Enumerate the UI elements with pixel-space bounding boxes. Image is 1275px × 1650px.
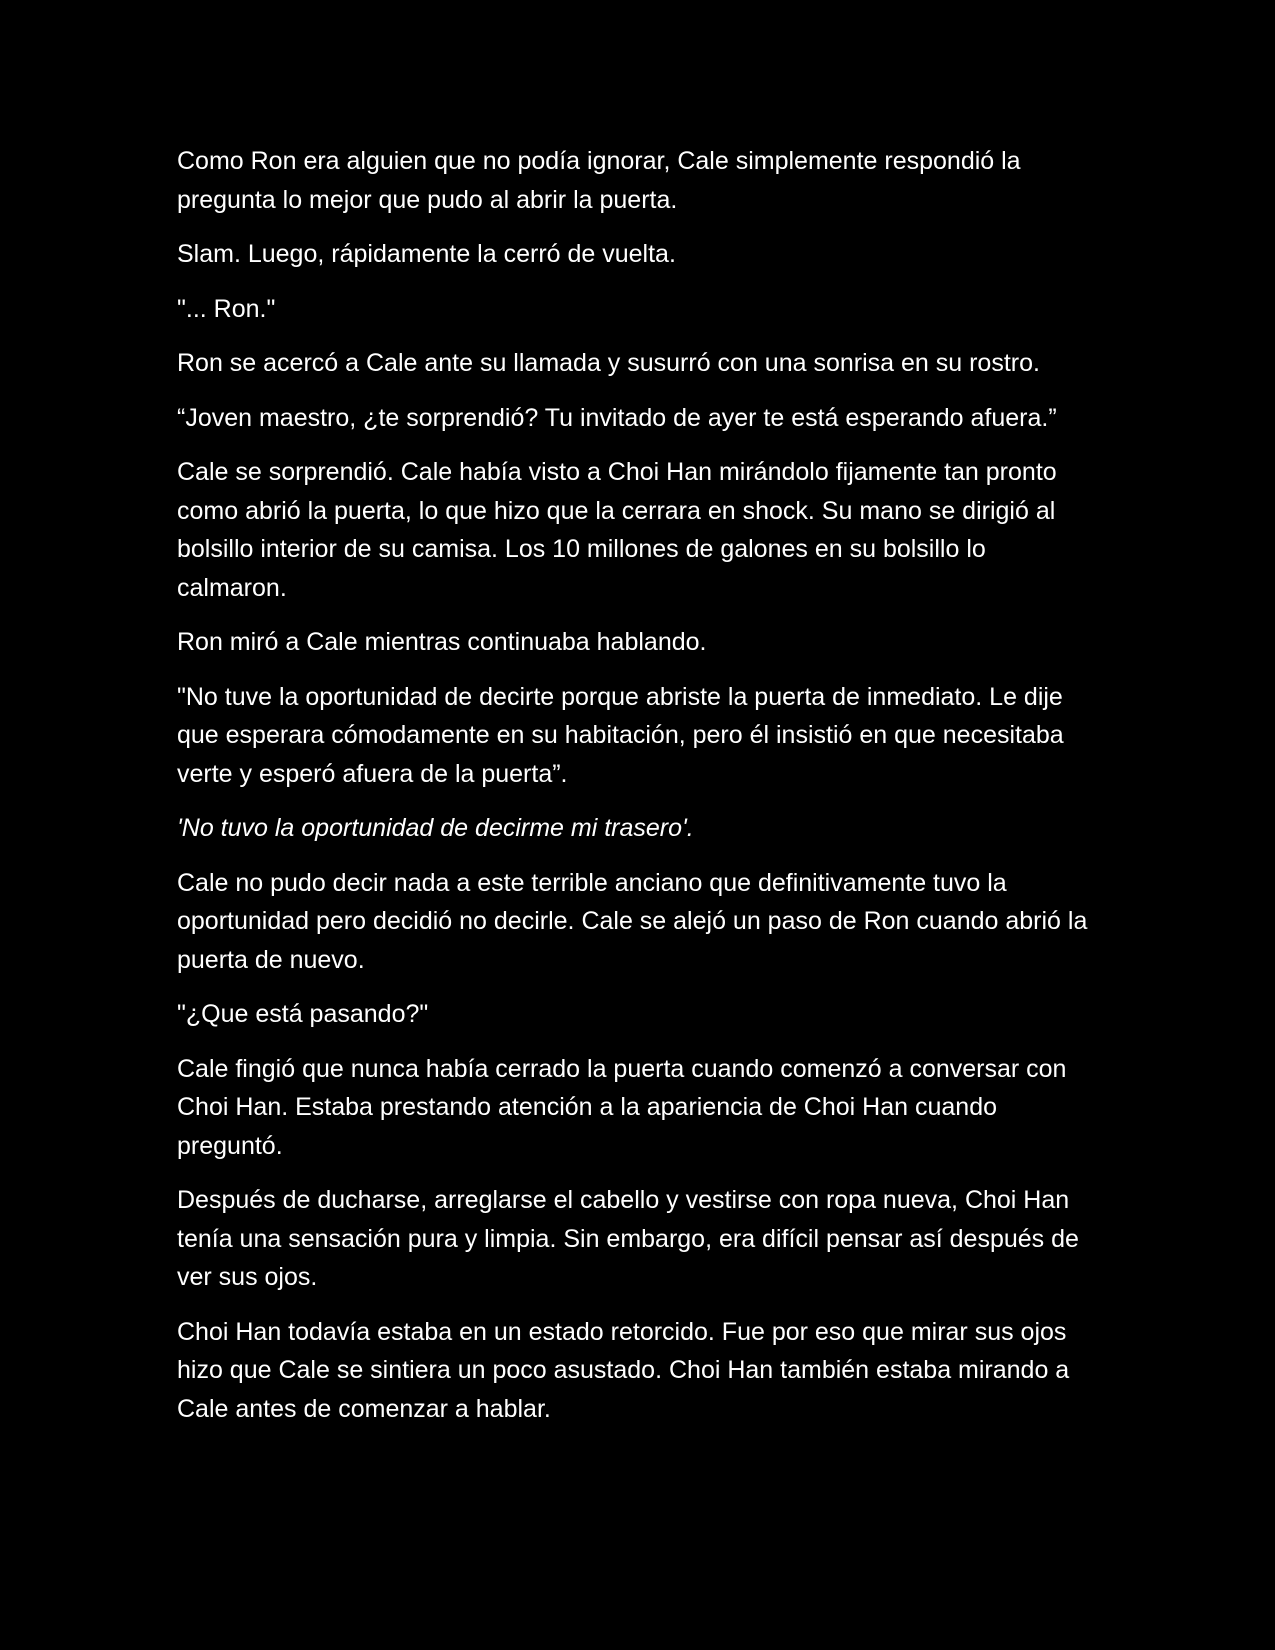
paragraph: Después de ducharse, arreglarse el cabello y vestirse con ropa nueva, Choi Han tenía una sensación pura y limpia. Sin embargo, era difícil pensar así después de ver sus ojos. (177, 1186, 1079, 1291)
paragraph: "... Ron." (177, 294, 276, 323)
paragraph: Slam. Luego, rápidamente la cerró de vuelta. (177, 240, 676, 268)
italic-paragraph: 'No tuvo la oportunidad de decirme mi trasero'. (177, 814, 694, 842)
paragraph: “Joven maestro, ¿te sorprendió? Tu invitado de ayer te está esperando afuera.” (177, 403, 1057, 432)
paragraph: Ron se acercó a Cale ante su llamada y susurró con una sonrisa en su rostro. (177, 349, 1040, 377)
paragraph: Cale no pudo decir nada a este terrible anciano que definitivamente tuvo la oportunidad pero decidió no decirle. Cale se alejó un paso de Ron cuando abrió la puerta de nuevo. (177, 868, 1088, 974)
paragraph: Choi Han todavía estaba en un estado retorcido. Fue por eso que mirar sus ojos hizo que Cale se sintiera un poco asustado. Choi Han también estaba mirando a Cale antes de comenzar a hablar. (177, 1317, 1070, 1423)
paragraph: Como Ron era alguien que no podía ignorar, Cale simplemente respondió la pregunta lo mejor que pudo al abrir la puerta. (177, 147, 1021, 214)
paragraph: Ron miró a Cale mientras continuaba hablando. (177, 628, 707, 656)
paragraph: Cale fingió que nunca había cerrado la puerta cuando comenzó a conversar con Choi Han. Estaba prestando atención a la apariencia de Choi Han cuando preguntó. (177, 1054, 1067, 1160)
document-body (177, 142, 1097, 1444)
paragraph: "¿Que está pasando?" (177, 1000, 429, 1028)
paragraph: "No tuve la oportunidad de decirte porque abriste la puerta de inmediato. Le dije que esperara cómodamente en su habitación, pero él insistió en que necesitaba verte y esperó afuera de la puerta”. (177, 682, 1064, 788)
paragraph: Cale se sorprendió. Cale había visto a Choi Han mirándolo fijamente tan pronto como abrió la puerta, lo que hizo que la cerrara en shock. Su mano se dirigió al bolsillo interior de su camisa. Los 10 millones de galones en su bolsillo lo calmaron. (177, 458, 1057, 602)
